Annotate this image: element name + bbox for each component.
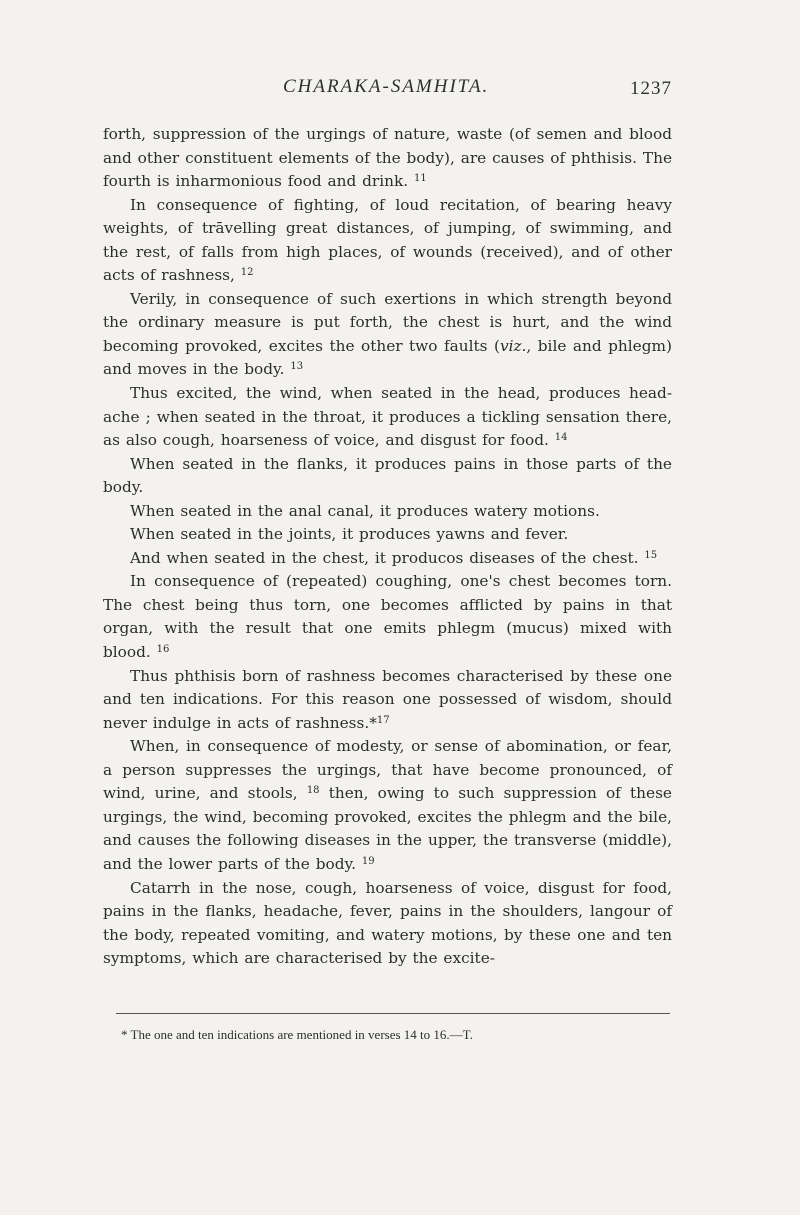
paragraph — [103, 523, 672, 547]
verse-number: 12 — [240, 267, 254, 279]
paragraph-text: forth, suppression of the urgings of nature, waste (of semen and blood and other constituent elements of the body), are causes of phthisis. The fourth is inharmonious food and drink. — [103, 125, 672, 191]
paragraph-text: Thus excited, the wind, when seated in the head, produces head-ache ; when seated in the throat, it produces a tickling sensation there, as also cough, hoarseness of voice, and disgust for food. — [103, 384, 672, 450]
verse-number: 18 — [306, 785, 320, 797]
verse-number: 13 — [290, 361, 304, 373]
body-text — [103, 123, 672, 971]
paragraph — [103, 288, 672, 382]
verse-number: 17 — [376, 714, 390, 726]
verse-number: 11 — [413, 173, 427, 185]
viz-italic: viz. — [499, 336, 527, 355]
paragraph-text: When, in consequence of modesty, or sense of abomination, or fear, a person suppresses the urgings, that have become pronounced, of wind, urine, and stools, — [103, 737, 672, 803]
verse-number: 16 — [156, 644, 170, 656]
paragraph-text: Verily, in consequence of such exertions in which strength beyond the ordinary measure is put forth, the chest is hurt, and the wind becoming provoked, excites the other two faults ( — [103, 289, 672, 355]
paragraph-text: When seated in the flanks, it produces pains in those parts of the body. — [103, 454, 672, 497]
paragraph-text: In consequence of (repeated) coughing, one's chest becomes torn. The chest being thus torn, one becomes afflicted by pains in that organ, with the result that one emits phlegm (mucus) mixed with blood. — [103, 572, 672, 662]
paragraph-text: , bile and phlegm) and moves in the body. — [103, 336, 672, 379]
verse-number: 19 — [361, 855, 375, 867]
paragraph — [103, 570, 672, 664]
footnote — [121, 1027, 681, 1043]
footnote-marker: * — [121, 1027, 128, 1042]
paragraph — [103, 194, 672, 288]
paragraph-text: Thus phthisis born of rashness becomes characterised by these one and ten indications. For this reason one possessed of wisdom, should never indulge in acts of rashness.* — [103, 666, 672, 732]
paragraph — [103, 453, 672, 500]
running-head — [0, 76, 800, 100]
verse-number: 15 — [644, 549, 658, 561]
paragraph-text: Catarrh in the nose, cough, hoarseness of voice, disgust for food, pains in the flanks, headache, fever, pains in the shoulders, langour of the body, repeated vomiting, and watery motions, by these one and ten symptoms, which are characterised by the excite- — [103, 878, 672, 968]
page-number: 1237 — [630, 78, 672, 99]
page-title: CHARAKA-SAMHITA. — [283, 76, 490, 97]
footnote-text: The one and ten indications are mentioned in verses 14 to 16.—T. — [130, 1027, 473, 1042]
paragraph — [103, 877, 672, 971]
paragraph — [103, 382, 672, 453]
paragraph — [103, 547, 672, 571]
paragraph — [103, 665, 672, 736]
paragraph-text: And when seated in the chest, it producos diseases of the chest. — [130, 548, 639, 567]
footnote-divider — [116, 1013, 670, 1014]
paragraph-text: then, owing to such suppression of these urgings, the wind, becoming provoked, excites the phlegm and the bile, and causes the following diseases in the upper, the transverse (middle), and the lower parts of the body. — [103, 784, 672, 873]
paragraph — [103, 123, 672, 194]
verse-number: 14 — [554, 432, 568, 444]
paragraph-text: In consequence of fighting, of loud recitation, of bearing heavy weights, of trāvelling great distances, of jumping, of swimming, and the rest, of falls from high places, of wounds (received), and of other acts of rashness, — [103, 195, 672, 285]
paragraph — [103, 735, 672, 876]
paragraph — [103, 500, 672, 524]
paragraph-text: When seated in the anal canal, it produces watery motions. — [130, 501, 600, 520]
paragraph-text: When seated in the joints, it produces yawns and fever. — [130, 525, 569, 544]
